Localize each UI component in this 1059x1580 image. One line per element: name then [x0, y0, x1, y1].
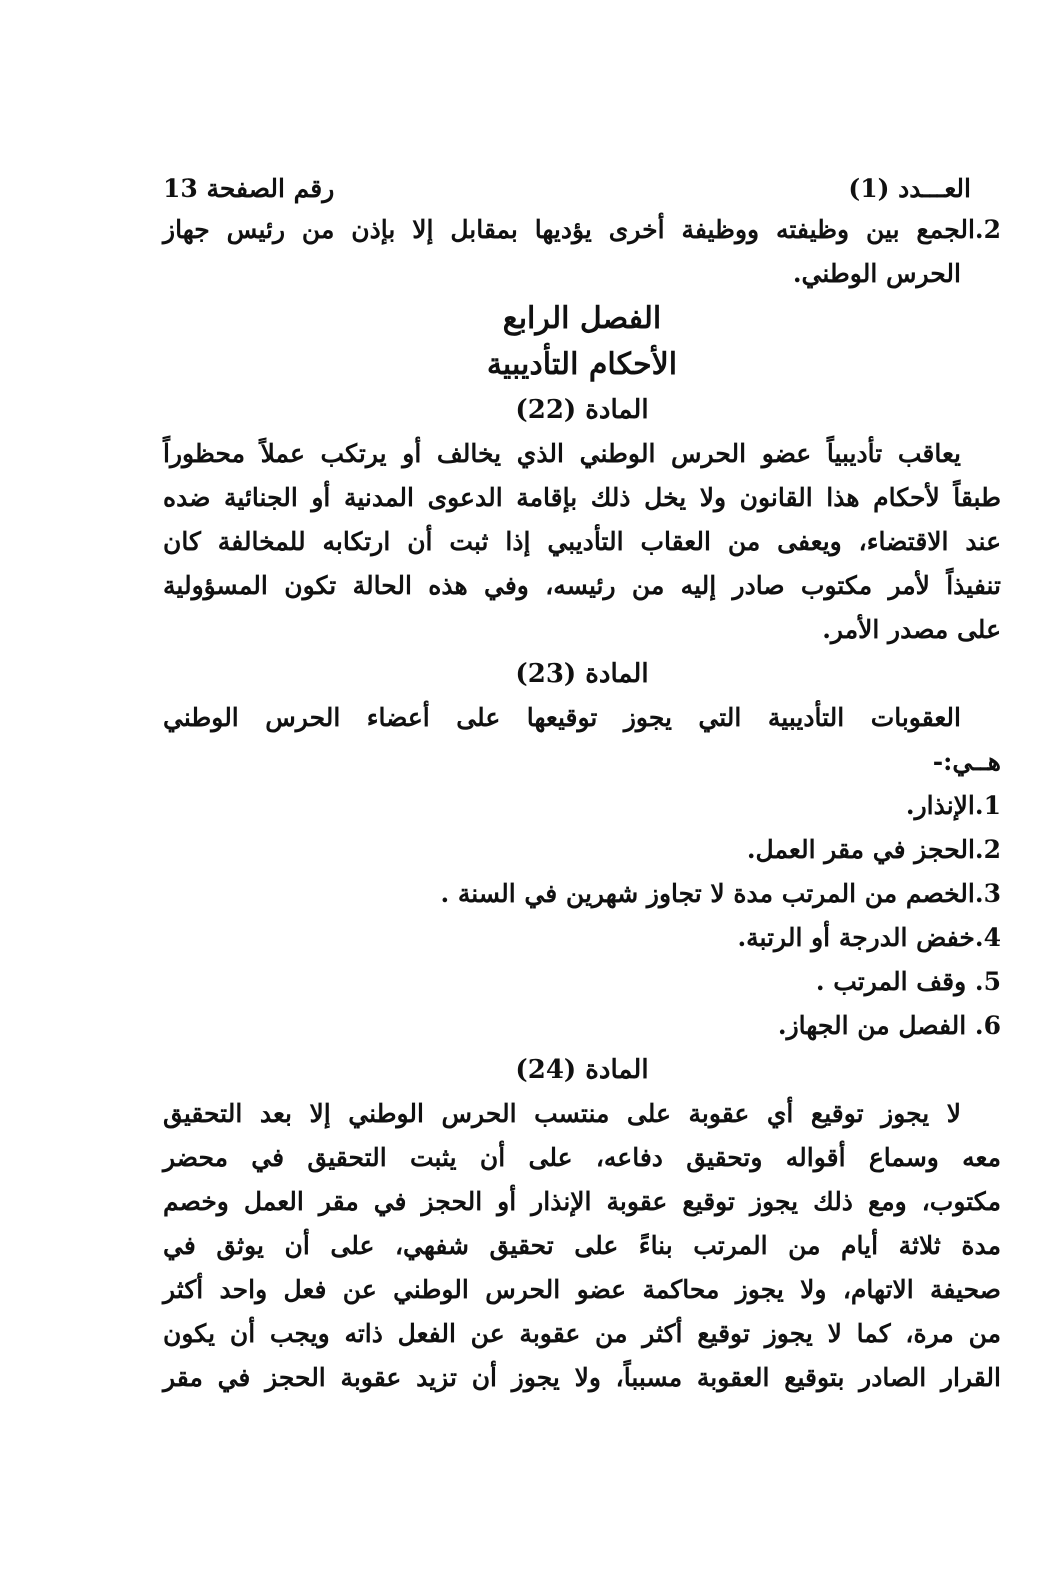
page-number: رقم الصفحة 13 — [163, 173, 335, 203]
penalty-item: 4.خفض الدرجة أو الرتبة. — [737, 923, 1001, 952]
page-header — [163, 168, 1001, 208]
article-22-line: يعاقب تأديبياً عضو الحرس الوطني الذي يخالف أو يرتكب عملاً محظوراً — [163, 439, 961, 468]
article-23-intro-end: هــي:- — [932, 747, 1001, 776]
article-24-line: لا يجوز توقيع أي عقوبة على منتسب الحرس الوطني إلا بعد التحقيق — [163, 1099, 961, 1128]
article-24-line: القرار الصادر بتوقيع العقوبة مسبباً، ولا يجوز أن تزيد عقوبة الحجز في مقر — [163, 1363, 1001, 1392]
article-22-line: عند الاقتضاء، ويعفى من العقاب التأديبي إذا ثبت أن ارتكابه للمخالفة كان — [163, 527, 1001, 556]
penalty-item: 6. الفصل من الجهاز. — [777, 1011, 1001, 1040]
article-24-line: معه وسماع أقواله وتحقيق دفاعه، على أن يثبت التحقيق في محضر — [163, 1143, 1001, 1172]
article-24-heading: المادة (24) — [515, 1055, 649, 1085]
article-22-line: على مصدر الأمر. — [822, 615, 1001, 644]
article-24-line: من مرة، كما لا يجوز توقيع أكثر من عقوبة عن الفعل ذاته ويجب أن يكون — [163, 1319, 1001, 1348]
article-24-line: صحيفة الاتهام، ولا يجوز محاكمة عضو الحرس الوطني عن فعل واحد أكثر — [163, 1275, 1001, 1304]
chapter-title: الفصل الرابع — [502, 301, 662, 336]
article-23-heading: المادة (23) — [515, 659, 649, 689]
intro-line-2: الحرس الوطني. — [792, 259, 961, 288]
article-22-line: طبقاً لأحكام هذا القانون ولا يخل ذلك بإقامة الدعوى المدنية أو الجنائية ضده — [163, 483, 1001, 512]
article-24-line: مكتوب، ومع ذلك يجوز توقيع عقوبة الإنذار أو الحجز في مقر العمل وخصم — [163, 1187, 1001, 1216]
article-24-line: مدة ثلاثة أيام من المرتب بناءً على تحقيق شفهي، على أن يوثق في — [163, 1231, 1001, 1260]
intro-line-1: 2.الجمع بين وظيفته ووظيفة أخرى يؤديها بمقابل إلا بإذن من رئيس جهاز — [163, 215, 1001, 244]
penalty-item: 1.الإنذار. — [905, 791, 1001, 820]
issue-number: العـــدد (1) — [848, 173, 971, 203]
article-22-line: تنفيذاً لأمر مكتوب صادر إليه من رئيسه، وفي هذه الحالة تكون المسؤولية — [163, 571, 1001, 600]
penalty-item: 2.الحجز في مقر العمل. — [746, 835, 1001, 864]
article-23-intro: العقوبات التأديبية التي يجوز توقيعها على أعضاء الحرس الوطني — [163, 703, 961, 732]
penalty-item: 3.الخصم من المرتب مدة لا تجاوز شهرين في السنة . — [440, 879, 1001, 908]
article-22-heading: المادة (22) — [515, 395, 649, 425]
chapter-subtitle: الأحكام التأديبية — [486, 347, 678, 382]
document-page — [163, 168, 1001, 1400]
penalty-item: 5. وقف المرتب . — [815, 967, 1001, 996]
